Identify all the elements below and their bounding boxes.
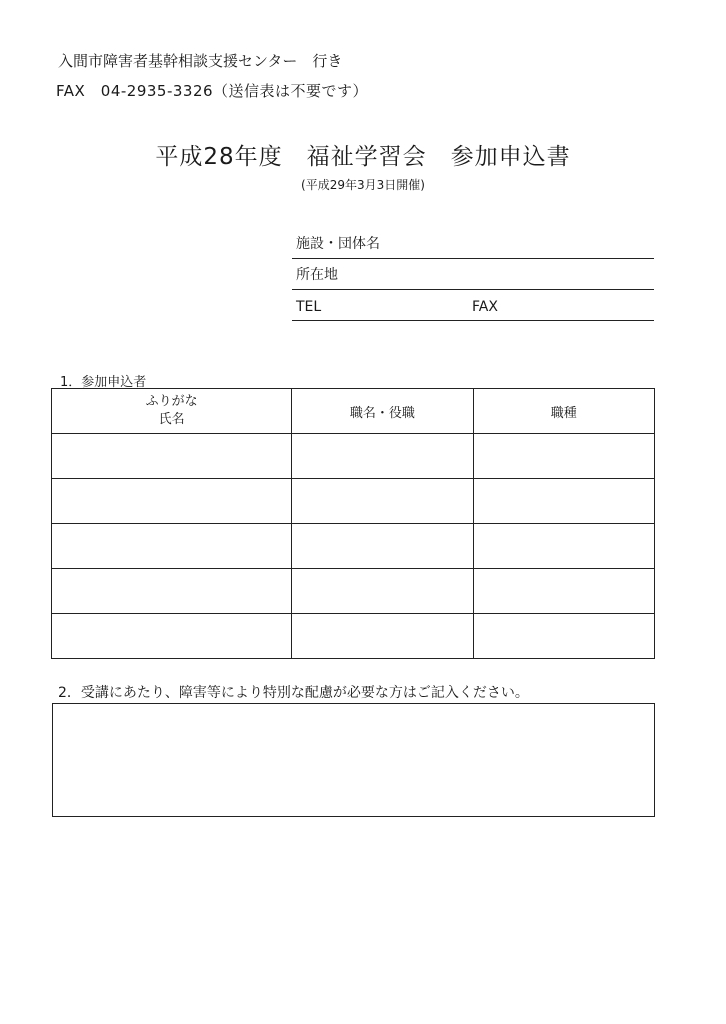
form-title: 平成28年度 福祉学習会 参加申込書 [155, 144, 571, 170]
organization-name-label: 施設・団体名 [296, 236, 380, 252]
position-cell[interactable] [292, 434, 473, 479]
occupation-column-header: 職種 [473, 389, 654, 434]
position-cell[interactable] [292, 569, 473, 614]
address-label: 所在地 [296, 267, 338, 283]
table-row [52, 614, 655, 659]
position-cell[interactable] [292, 614, 473, 659]
occupation-cell[interactable] [473, 434, 654, 479]
event-date: (平成29年3月3日開催) [301, 178, 425, 192]
table-row [52, 524, 655, 569]
section2-label: 2．受講にあたり、障害等により特別な配慮が必要な方はご記入ください。 [58, 685, 529, 701]
name-cell[interactable] [52, 479, 292, 524]
name-cell[interactable] [52, 569, 292, 614]
occupation-cell[interactable] [473, 569, 654, 614]
table-row [52, 569, 655, 614]
section1-label: 1．参加申込者 [60, 375, 147, 390]
recipient-line: 入間市障害者基幹相談支援センター 行き [58, 52, 343, 70]
phone-fax-field[interactable] [292, 290, 654, 321]
table-header-row [52, 389, 655, 434]
fax-label: FAX [472, 299, 498, 315]
address-field[interactable] [292, 259, 654, 290]
table-row [52, 434, 655, 479]
fax-number-line: FAX 04-2935-3326（送信表は不要です） [56, 82, 369, 100]
name-cell[interactable] [52, 614, 292, 659]
organization-name-field[interactable] [292, 228, 654, 259]
position-column-header: 職名・役職 [292, 389, 473, 434]
occupation-cell[interactable] [473, 614, 654, 659]
applicants-table [51, 388, 655, 659]
tel-label: TEL [296, 299, 322, 315]
special-needs-box[interactable] [52, 703, 655, 817]
name-cell[interactable] [52, 524, 292, 569]
position-cell[interactable] [292, 524, 473, 569]
occupation-cell[interactable] [473, 524, 654, 569]
organization-info [292, 228, 654, 321]
position-cell[interactable] [292, 479, 473, 524]
name-header: 氏名 [158, 412, 185, 427]
name-cell[interactable] [52, 434, 292, 479]
name-column-header [52, 389, 292, 434]
furigana-header: ふりがな [145, 394, 198, 409]
occupation-cell[interactable] [473, 479, 654, 524]
table-row [52, 479, 655, 524]
